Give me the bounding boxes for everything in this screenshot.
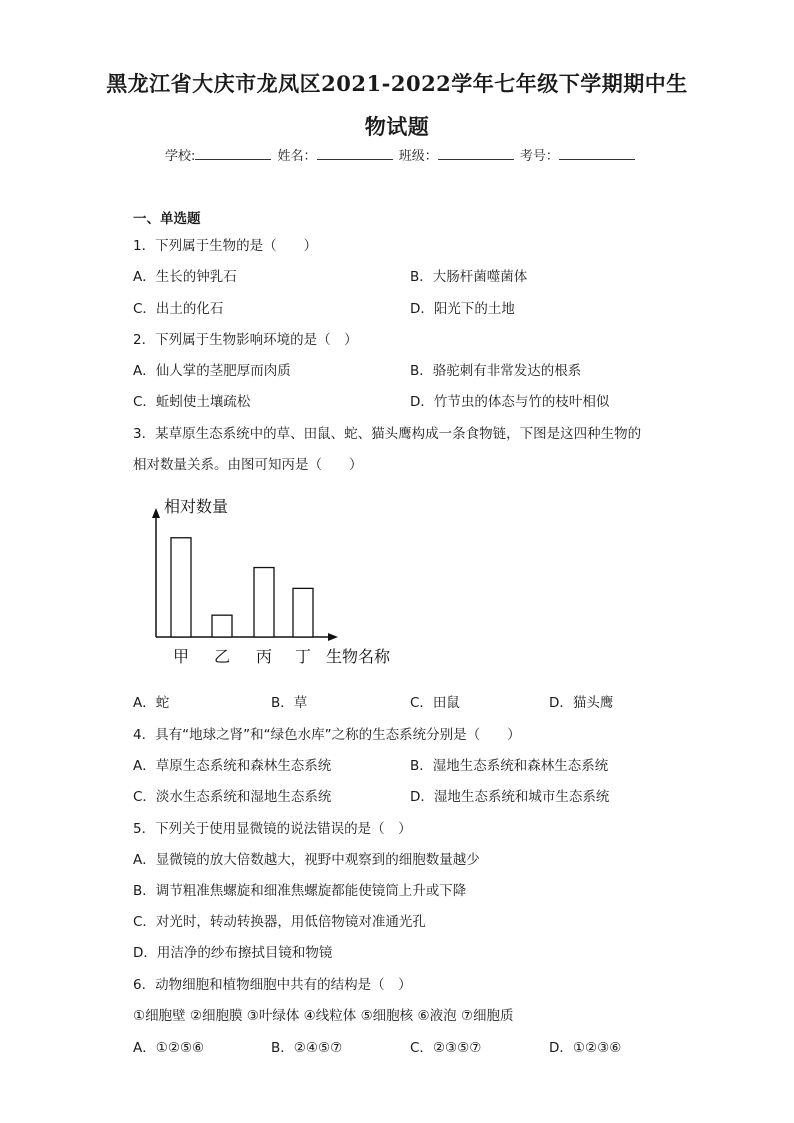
chart-labels bbox=[164, 497, 391, 666]
bar-2 bbox=[212, 615, 232, 637]
q3-stem-line2: 相对数量关系。由图可知丙是（ ） bbox=[133, 457, 363, 473]
exam-no-label: 考号： bbox=[519, 149, 559, 164]
q6-stem: 6．动物细胞和植物细胞中共有的结构是（ ） bbox=[133, 977, 412, 993]
q1-stem: 1．下列属于生物的是（ ） bbox=[133, 238, 318, 254]
q3-option-d: D．猫头鹰 bbox=[549, 695, 614, 711]
school-label: 学校: bbox=[165, 149, 196, 164]
q3-option-c: C．田鼠 bbox=[410, 695, 460, 711]
q3-option-b: B．草 bbox=[271, 695, 308, 711]
bar-chart bbox=[140, 490, 410, 675]
y-axis-label: 相对数量 bbox=[164, 497, 229, 516]
q1-option-b: B．大肠杆菌噬菌体 bbox=[410, 269, 528, 285]
q6-option-a: A．①②⑤⑥ bbox=[133, 1040, 205, 1056]
student-info-row bbox=[165, 145, 637, 164]
x-tick-label: 丙 bbox=[255, 647, 273, 666]
chart-bars bbox=[171, 538, 313, 637]
q5-stem: 5．下列关于使用显微镜的说法错误的是（ ） bbox=[133, 821, 412, 837]
q1-option-c: C．出土的化石 bbox=[133, 301, 224, 317]
page-title-line2: 物试题 bbox=[364, 114, 430, 139]
q2-option-c: C．蚯蚓使土壤疏松 bbox=[133, 394, 251, 410]
class-label: 班级： bbox=[398, 149, 438, 164]
y-axis-arrow bbox=[152, 508, 160, 518]
x-axis-label: 生物名称 bbox=[326, 647, 391, 666]
q6-option-b: B．②④⑤⑦ bbox=[271, 1040, 343, 1056]
x-tick-label: 丁 bbox=[294, 647, 312, 666]
bar-3 bbox=[254, 568, 274, 637]
q4-stem: 4．具有“地球之肾”和“绿色水库”之称的生态系统分别是（ ） bbox=[133, 727, 521, 743]
name-label: 姓名： bbox=[277, 149, 317, 164]
x-tick-label: 乙 bbox=[213, 647, 231, 666]
q1-option-d: D．阳光下的土地 bbox=[410, 301, 515, 317]
page-title-line1: 黑龙江省大庆市龙凤区2021-2022学年七年级下学期期中生 bbox=[106, 71, 688, 96]
q4-option-d: D．湿地生态系统和城市生态系统 bbox=[410, 789, 610, 805]
class-blank[interactable] bbox=[438, 147, 514, 160]
name-blank[interactable] bbox=[317, 147, 393, 160]
q6-items: ①细胞壁 ②细胞膜 ③叶绿体 ④线粒体 ⑤细胞核 ⑥液泡 ⑦细胞质 bbox=[133, 1008, 514, 1024]
q2-stem: 2．下列属于生物影响环境的是（ ） bbox=[133, 332, 358, 348]
school-blank[interactable] bbox=[195, 147, 271, 160]
q2-option-b: B．骆驼刺有非常发达的根系 bbox=[410, 363, 582, 379]
q2-option-d: D．竹节虫的体态与竹的枝叶相似 bbox=[410, 394, 610, 410]
q5-option-d: D．用洁净的纱布擦拭目镜和物镜 bbox=[133, 945, 333, 961]
section-heading: 一、单选题 bbox=[133, 211, 201, 227]
q5-option-c: C．对光时，转动转换器，用低倍物镜对准通光孔 bbox=[133, 914, 426, 930]
q3-option-a: A．蛇 bbox=[133, 695, 170, 711]
x-tick-label: 甲 bbox=[172, 647, 190, 666]
q4-option-b: B．湿地生态系统和森林生态系统 bbox=[410, 758, 609, 774]
q1-option-a: A．生长的钟乳石 bbox=[133, 269, 237, 285]
q4-option-c: C．淡水生态系统和湿地生态系统 bbox=[133, 789, 332, 805]
q3-stem-line1: 3．某草原生态系统中的草、田鼠、蛇、猫头鹰构成一条食物链，下图是这四种生物的 bbox=[133, 426, 642, 442]
q2-option-a: A．仙人掌的茎肥厚而肉质 bbox=[133, 363, 291, 379]
q6-option-d: D．①②③⑥ bbox=[549, 1040, 622, 1056]
bar-4 bbox=[293, 588, 313, 637]
x-axis-arrow bbox=[328, 633, 338, 641]
q4-option-a: A．草原生态系统和森林生态系统 bbox=[133, 758, 332, 774]
q5-option-a: A．显微镜的放大倍数越大，视野中观察到的细胞数量越少 bbox=[133, 852, 480, 868]
q6-option-c: C．②③⑤⑦ bbox=[410, 1040, 482, 1056]
q5-option-b: B．调节粗准焦螺旋和细准焦螺旋都能使镜筒上升或下降 bbox=[133, 883, 467, 899]
bar-1 bbox=[171, 538, 191, 637]
exam-no-blank[interactable] bbox=[559, 147, 635, 160]
